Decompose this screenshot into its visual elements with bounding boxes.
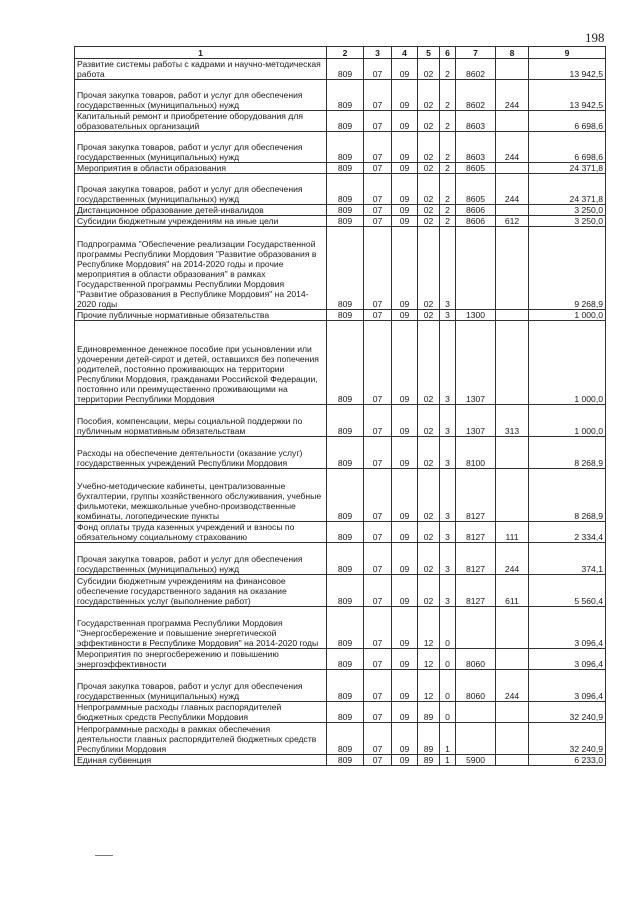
row-target-code: 1307	[456, 321, 496, 405]
row-program-code: 02	[418, 437, 440, 469]
row-section-code: 07	[364, 310, 392, 321]
row-section-code: 07	[364, 205, 392, 216]
row-program-code: 02	[418, 59, 440, 80]
row-subprogram-code: 2	[440, 132, 456, 163]
row-admin-code: 809	[327, 216, 364, 227]
table-row	[75, 132, 606, 163]
table-row	[75, 205, 606, 216]
row-subsection-code: 09	[392, 59, 418, 80]
table-body	[75, 59, 606, 766]
row-expense-type-code: 244	[496, 174, 529, 205]
row-target-code: 8602	[456, 59, 496, 80]
row-subsection-code: 09	[392, 437, 418, 469]
table-row	[75, 111, 606, 132]
row-amount: 32 240,9	[529, 702, 606, 723]
column-header-6: 6	[440, 47, 456, 59]
row-amount: 1 000,0	[529, 310, 606, 321]
row-amount: 3 250,0	[529, 205, 606, 216]
row-admin-code: 809	[327, 723, 364, 755]
row-subsection-code: 09	[392, 522, 418, 543]
row-program-code: 12	[418, 670, 440, 702]
header-row	[75, 47, 606, 59]
row-subprogram-code: 2	[440, 174, 456, 205]
row-description: Единая субвенция	[75, 755, 327, 766]
row-subsection-code: 09	[392, 111, 418, 132]
row-subprogram-code: 2	[440, 111, 456, 132]
row-subprogram-code: 3	[440, 310, 456, 321]
row-program-code: 89	[418, 723, 440, 755]
row-target-code: 8606	[456, 216, 496, 227]
table-row	[75, 522, 606, 543]
row-description: Пособия, компенсации, меры социальной поддержки по публичным нормативным обязательствам	[75, 405, 327, 437]
row-expense-type-code	[496, 321, 529, 405]
row-target-code: 8603	[456, 111, 496, 132]
row-subsection-code: 09	[392, 543, 418, 575]
row-section-code: 07	[364, 607, 392, 649]
row-amount: 24 371,8	[529, 174, 606, 205]
row-description: Непрограммные расходы главных распорядителей бюджетных средств Республики Мордовия	[75, 702, 327, 723]
row-program-code: 02	[418, 205, 440, 216]
row-subsection-code: 09	[392, 702, 418, 723]
row-subsection-code: 09	[392, 174, 418, 205]
row-expense-type-code	[496, 163, 529, 174]
row-target-code	[456, 227, 496, 310]
margin-mark	[95, 855, 113, 856]
row-admin-code: 809	[327, 111, 364, 132]
row-subprogram-code: 2	[440, 80, 456, 111]
row-description: Субсидии бюджетным учреждениям на финансовое обеспечение государственного задания на оказание государственных услуг (выполнение работ)	[75, 575, 327, 607]
row-admin-code: 809	[327, 132, 364, 163]
row-expense-type-code	[496, 205, 529, 216]
row-program-code: 02	[418, 111, 440, 132]
row-description: Мероприятия по энергосбережению и повышению энергоэффективности	[75, 649, 327, 670]
row-target-code: 8127	[456, 575, 496, 607]
row-admin-code: 809	[327, 575, 364, 607]
row-subprogram-code: 0	[440, 702, 456, 723]
table-row	[75, 755, 606, 766]
row-amount: 3 250,0	[529, 216, 606, 227]
row-subprogram-code: 3	[440, 227, 456, 310]
row-expense-type-code: 244	[496, 132, 529, 163]
row-section-code: 07	[364, 321, 392, 405]
row-target-code: 8603	[456, 132, 496, 163]
table-row	[75, 723, 606, 755]
row-amount: 1 000,0	[529, 405, 606, 437]
row-expense-type-code: 111	[496, 522, 529, 543]
column-header-2: 2	[327, 47, 364, 59]
row-description: Субсидии бюджетным учреждениям на иные цели	[75, 216, 327, 227]
table-row	[75, 227, 606, 310]
table-row	[75, 174, 606, 205]
column-header-5: 5	[418, 47, 440, 59]
row-subprogram-code: 0	[440, 670, 456, 702]
row-expense-type-code: 611	[496, 575, 529, 607]
table-row	[75, 405, 606, 437]
row-amount: 6 698,6	[529, 111, 606, 132]
table-row	[75, 310, 606, 321]
row-program-code: 02	[418, 227, 440, 310]
row-subprogram-code: 1	[440, 755, 456, 766]
row-subsection-code: 09	[392, 132, 418, 163]
row-description: Подпрограмма "Обеспечение реализации Государственной программы Республики Мордовия "Развитие образования в Республике Мордовия" на 2014-2020 годы и прочие мероприятия в области образования" в рамках Государственной программы Республики Мордовия "Развитие образования в Республике Мордовия" на 2014-2020 годы	[75, 227, 327, 310]
row-admin-code: 809	[327, 702, 364, 723]
table-row	[75, 543, 606, 575]
table-row	[75, 59, 606, 80]
row-program-code: 02	[418, 321, 440, 405]
row-subprogram-code: 2	[440, 59, 456, 80]
row-subsection-code: 09	[392, 723, 418, 755]
row-admin-code: 809	[327, 205, 364, 216]
row-amount: 3 096,4	[529, 607, 606, 649]
row-program-code: 02	[418, 216, 440, 227]
row-section-code: 07	[364, 216, 392, 227]
row-target-code: 8100	[456, 437, 496, 469]
row-target-code	[456, 607, 496, 649]
row-subsection-code: 09	[392, 163, 418, 174]
row-admin-code: 809	[327, 163, 364, 174]
column-header-3: 3	[364, 47, 392, 59]
row-subsection-code: 09	[392, 607, 418, 649]
row-admin-code: 809	[327, 649, 364, 670]
row-expense-type-code	[496, 59, 529, 80]
row-amount: 3 096,4	[529, 670, 606, 702]
row-subsection-code: 09	[392, 649, 418, 670]
row-program-code: 12	[418, 649, 440, 670]
table-row	[75, 670, 606, 702]
column-header-4: 4	[392, 47, 418, 59]
table-row	[75, 216, 606, 227]
row-expense-type-code	[496, 649, 529, 670]
row-admin-code: 809	[327, 670, 364, 702]
row-subsection-code: 09	[392, 405, 418, 437]
row-amount: 8 268,9	[529, 437, 606, 469]
row-section-code: 07	[364, 405, 392, 437]
row-description: Расходы на обеспечение деятельности (оказание услуг) государственных учреждений Республики Мордовия	[75, 437, 327, 469]
row-amount: 9 268,9	[529, 227, 606, 310]
row-subsection-code: 09	[392, 575, 418, 607]
row-amount: 3 096,4	[529, 649, 606, 670]
row-expense-type-code	[496, 702, 529, 723]
row-expense-type-code	[496, 607, 529, 649]
row-section-code: 07	[364, 575, 392, 607]
row-section-code: 07	[364, 80, 392, 111]
row-target-code: 8127	[456, 522, 496, 543]
row-target-code: 1300	[456, 310, 496, 321]
row-amount: 32 240,9	[529, 723, 606, 755]
row-subprogram-code: 3	[440, 437, 456, 469]
row-description: Прочая закупка товаров, работ и услуг для обеспечения государственных (муниципальных) нужд	[75, 174, 327, 205]
table-row	[75, 163, 606, 174]
row-expense-type-code	[496, 437, 529, 469]
table-row	[75, 649, 606, 670]
row-program-code: 02	[418, 174, 440, 205]
row-admin-code: 809	[327, 755, 364, 766]
row-subprogram-code: 2	[440, 216, 456, 227]
row-program-code: 89	[418, 702, 440, 723]
row-admin-code: 809	[327, 437, 364, 469]
row-section-code: 07	[364, 437, 392, 469]
row-admin-code: 809	[327, 469, 364, 522]
row-amount: 1 000,0	[529, 321, 606, 405]
row-description: Единовременное денежное пособие при усыновлении или удочерении детей-сирот и детей, оставшихся без попечения родителей, постоянно проживающих на территории Республики Мордовия, гражданами Российской Федерации, постоянно или преимущественно проживающими на территории Республики Мордовия	[75, 321, 327, 405]
row-expense-type-code	[496, 111, 529, 132]
row-program-code: 02	[418, 405, 440, 437]
row-expense-type-code: 244	[496, 80, 529, 111]
row-subsection-code: 09	[392, 310, 418, 321]
row-description: Фонд оплаты труда казенных учреждений и взносы по обязательному социальному страхованию	[75, 522, 327, 543]
row-subsection-code: 09	[392, 216, 418, 227]
row-subprogram-code: 0	[440, 649, 456, 670]
table-row	[75, 607, 606, 649]
row-subprogram-code: 3	[440, 522, 456, 543]
row-section-code: 07	[364, 723, 392, 755]
row-subprogram-code: 3	[440, 469, 456, 522]
row-target-code: 5900	[456, 755, 496, 766]
row-subsection-code: 09	[392, 205, 418, 216]
row-admin-code: 809	[327, 321, 364, 405]
row-description: Капитальный ремонт и приобретение оборудования для образовательных организаций	[75, 111, 327, 132]
row-target-code: 8606	[456, 205, 496, 216]
row-admin-code: 809	[327, 607, 364, 649]
row-amount: 24 371,8	[529, 163, 606, 174]
row-expense-type-code	[496, 310, 529, 321]
row-description: Учебно-методические кабинеты, централизованные бухгалтерии, группы хозяйственного обслуживания, учебные фильмотеки, межшкольные учебно-производственные комбинаты, логопедические пункты	[75, 469, 327, 522]
row-subprogram-code: 2	[440, 205, 456, 216]
column-header-1: 1	[75, 47, 327, 59]
row-target-code: 8127	[456, 543, 496, 575]
row-expense-type-code: 612	[496, 216, 529, 227]
row-subsection-code: 09	[392, 670, 418, 702]
row-description: Прочая закупка товаров, работ и услуг для обеспечения государственных (муниципальных) нужд	[75, 80, 327, 111]
row-description: Мероприятия в области образования	[75, 163, 327, 174]
row-target-code: 8605	[456, 174, 496, 205]
row-subsection-code: 09	[392, 321, 418, 405]
column-header-8: 8	[496, 47, 529, 59]
row-section-code: 07	[364, 174, 392, 205]
budget-table	[74, 46, 606, 766]
row-description: Дистанционное образование детей-инвалидов	[75, 205, 327, 216]
row-target-code: 1307	[456, 405, 496, 437]
row-admin-code: 809	[327, 174, 364, 205]
row-subprogram-code: 2	[440, 163, 456, 174]
row-description: Государственная программа Республики Мордовия "Энергосбережение и повышение энергетической эффективности в Республике Мордовия" на 2014-2020 годы	[75, 607, 327, 649]
row-section-code: 07	[364, 702, 392, 723]
row-admin-code: 809	[327, 405, 364, 437]
row-section-code: 07	[364, 649, 392, 670]
row-admin-code: 809	[327, 227, 364, 310]
row-target-code: 8060	[456, 670, 496, 702]
row-section-code: 07	[364, 755, 392, 766]
row-subprogram-code: 0	[440, 607, 456, 649]
row-section-code: 07	[364, 163, 392, 174]
table-row	[75, 437, 606, 469]
row-program-code: 02	[418, 132, 440, 163]
row-program-code: 02	[418, 543, 440, 575]
row-amount: 2 334,4	[529, 522, 606, 543]
row-target-code: 8602	[456, 80, 496, 111]
row-section-code: 07	[364, 132, 392, 163]
row-section-code: 07	[364, 522, 392, 543]
row-amount: 374,1	[529, 543, 606, 575]
row-program-code: 02	[418, 310, 440, 321]
row-description: Непрограммные расходы в рамках обеспечения деятельности главных распорядителей бюджетных средств Республики Мордовия	[75, 723, 327, 755]
row-section-code: 07	[364, 469, 392, 522]
row-description: Развитие системы работы с кадрами и научно-методическая работа	[75, 59, 327, 80]
row-amount: 8 268,9	[529, 469, 606, 522]
row-program-code: 89	[418, 755, 440, 766]
row-program-code: 12	[418, 607, 440, 649]
row-description: Прочая закупка товаров, работ и услуг для обеспечения государственных (муниципальных) нужд	[75, 670, 327, 702]
row-admin-code: 809	[327, 522, 364, 543]
row-program-code: 02	[418, 522, 440, 543]
row-section-code: 07	[364, 111, 392, 132]
page-number: 198	[585, 30, 605, 45]
table-row	[75, 80, 606, 111]
row-subprogram-code: 3	[440, 321, 456, 405]
row-target-code: 8127	[456, 469, 496, 522]
row-description: Прочие публичные нормативные обязательства	[75, 310, 327, 321]
row-admin-code: 809	[327, 59, 364, 80]
row-subprogram-code: 1	[440, 723, 456, 755]
table-row	[75, 469, 606, 522]
table-row	[75, 575, 606, 607]
row-admin-code: 809	[327, 80, 364, 111]
row-subprogram-code: 3	[440, 575, 456, 607]
row-program-code: 02	[418, 575, 440, 607]
row-subsection-code: 09	[392, 755, 418, 766]
row-subsection-code: 09	[392, 227, 418, 310]
row-expense-type-code	[496, 755, 529, 766]
row-subsection-code: 09	[392, 80, 418, 111]
row-amount: 13 942,5	[529, 80, 606, 111]
row-target-code: 8605	[456, 163, 496, 174]
row-expense-type-code: 244	[496, 543, 529, 575]
row-program-code: 02	[418, 80, 440, 111]
row-program-code: 02	[418, 163, 440, 174]
row-expense-type-code	[496, 227, 529, 310]
row-subprogram-code: 3	[440, 405, 456, 437]
column-header-9: 9	[529, 47, 606, 59]
row-section-code: 07	[364, 227, 392, 310]
row-expense-type-code: 244	[496, 670, 529, 702]
row-expense-type-code	[496, 723, 529, 755]
row-admin-code: 809	[327, 310, 364, 321]
row-target-code	[456, 723, 496, 755]
row-subprogram-code: 3	[440, 543, 456, 575]
row-amount: 13 942,5	[529, 59, 606, 80]
row-expense-type-code: 313	[496, 405, 529, 437]
table-header	[75, 47, 606, 59]
row-description: Прочая закупка товаров, работ и услуг для обеспечения государственных (муниципальных) нужд	[75, 543, 327, 575]
row-section-code: 07	[364, 543, 392, 575]
row-section-code: 07	[364, 670, 392, 702]
row-target-code	[456, 702, 496, 723]
table-row	[75, 321, 606, 405]
row-subsection-code: 09	[392, 469, 418, 522]
table-row	[75, 702, 606, 723]
row-amount: 6 233,0	[529, 755, 606, 766]
row-amount: 6 698,6	[529, 132, 606, 163]
row-amount: 5 560,4	[529, 575, 606, 607]
row-program-code: 02	[418, 469, 440, 522]
column-header-7: 7	[456, 47, 496, 59]
row-target-code: 8060	[456, 649, 496, 670]
row-expense-type-code	[496, 469, 529, 522]
row-description: Прочая закупка товаров, работ и услуг для обеспечения государственных (муниципальных) нужд	[75, 132, 327, 163]
row-admin-code: 809	[327, 543, 364, 575]
row-section-code: 07	[364, 59, 392, 80]
